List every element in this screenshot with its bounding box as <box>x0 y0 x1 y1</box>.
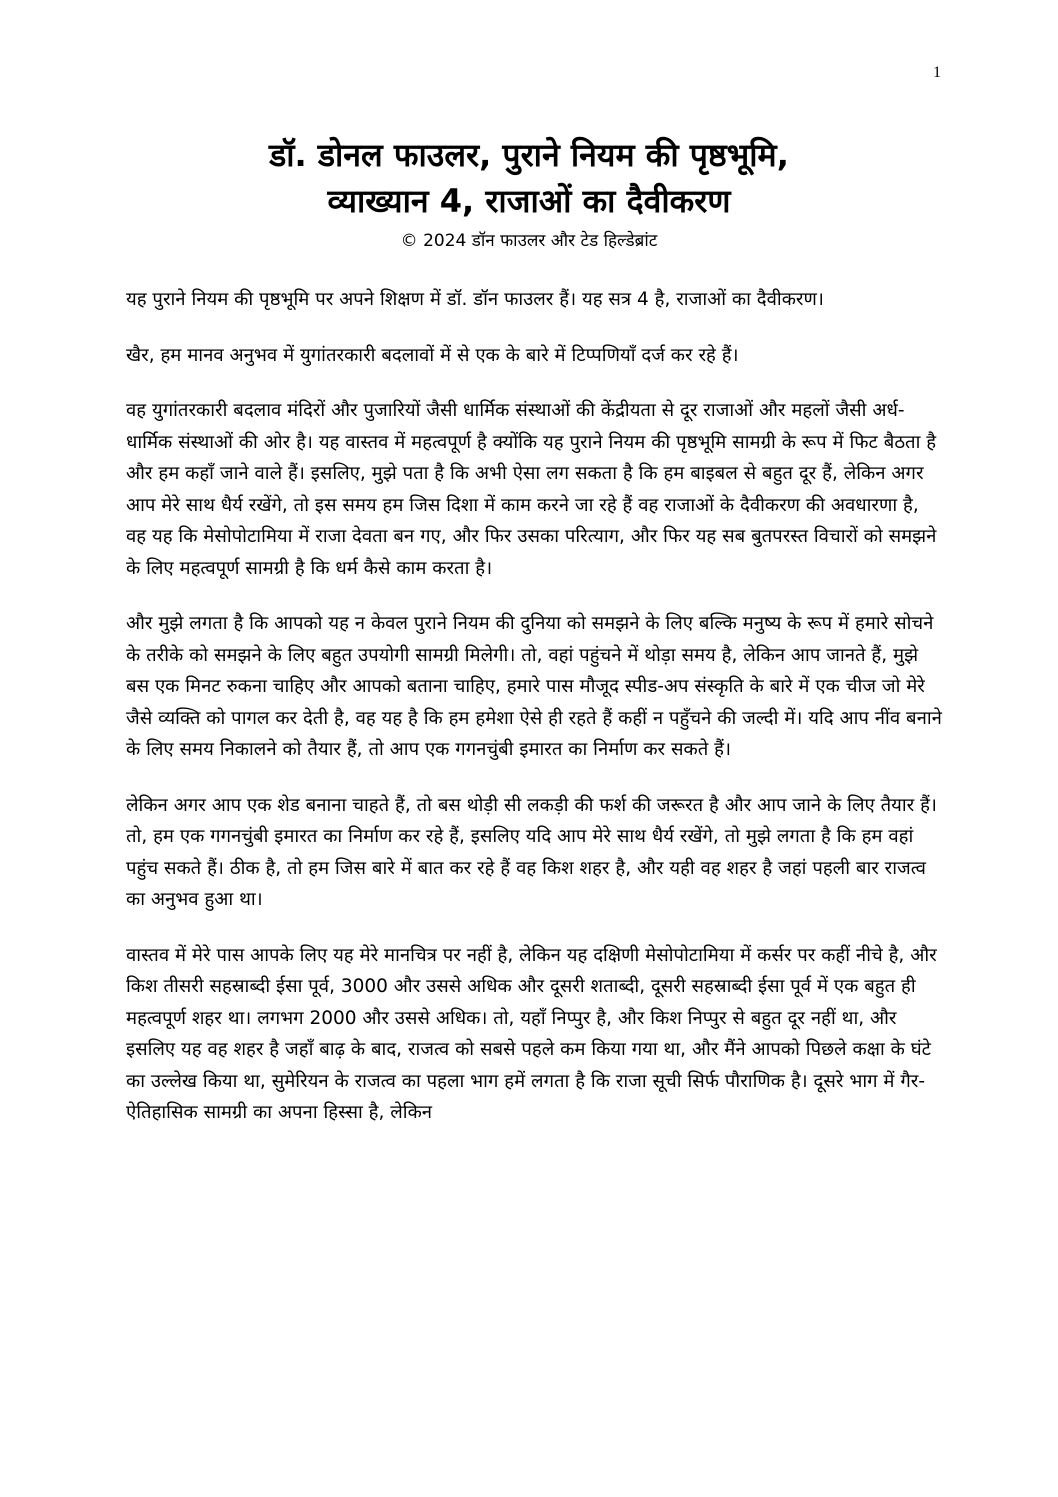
title-line-2: व्याख्यान 4, राजाओं का दैवीकरण <box>327 182 731 220</box>
paragraph-3: वह युगांतरकारी बदलाव मंदिरों और पुजारियों जैसी धार्मिक संस्थाओं की केंद्रीयता से दूर राजाओं और महलों जैसी अर्ध-धार्मिक संस्थाओं की ओर है। यह वास्तव में महत्वपूर्ण है क्योंकि यह पुराने नियम की पृष्ठभूमि सामग्री के रूप में फिट बैठता है और हम कहाँ जाने वाले हैं। इसलिए, मुझे पता है कि अभी ऐसा लग सकता है कि हम बाइबल से बहुत दूर हैं, लेकिन अगर आप मेरे साथ धैर्य रखेंगे, तो इस समय हम जिस दिशा में काम करने जा रहे हैं वह राजाओं के दैवीकरण की अवधारणा है, वह यह कि मेसोपोटामिया में राजा देवता बन गए, और फिर उसका परित्याग, और फिर यह सब बुतपरस्त विचारों को समझने के लिए महत्वपूर्ण सामग्री है कि धर्म कैसे काम करता है। <box>126 400 937 579</box>
paragraph-6: वास्तव में मेरे पास आपके लिए यह मेरे मानचित्र पर नहीं है, लेकिन यह दक्षिणी मेसोपोटामिया में कर्सर पर कहीं नीचे है, और किश तीसरी सहस्राब्दी ईसा पूर्व, 3000 और उससे अधिक और दूसरी शताब्दी, दूसरी सहस्राब्दी ईसा पूर्व में एक बहुत ही महत्वपूर्ण शहर था। लगभग 2000 और उससे अधिक। तो, यहाँ निप्पुर है, और किश निप्पुर से बहुत दूर नहीं था, और इसलिए यह वह शहर है जहाँ बाढ़ के बाद, राजत्व को सबसे पहले कम किया गया था, और मैंने आपको पिछले कक्षा के घंटे का उल्लेख किया था, सुमेरियन के राजत्व का पहला भाग हमें लगता है कि राजा सूची सिर्फ पौराणिक है। दूसरे भाग में गैर-ऐतिहासिक सामग्री का अपना हिस्सा है, लेकिन <box>126 944 937 1123</box>
copyright-line: © 2024 डॉन फाउलर और टेड हिल्डेब्रांट <box>400 231 658 251</box>
title-line-1: डॉ. डोनल फाउलर, पुराने नियम की पृष्ठभूमि, <box>269 136 789 174</box>
page-number: 1 <box>933 64 941 81</box>
document-body <box>126 284 944 1153</box>
paragraph-2: खैर, हम मानव अनुभव में युगांतरकारी बदलावों में से एक के बारे में टिप्पणियाँ दर्ज कर रहे हैं। <box>126 344 739 366</box>
paragraph-4: और मुझे लगता है कि आपको यह न केवल पुराने नियम की दुनिया को समझने के लिए बल्कि मनुष्य के रूप में हमारे सोचने के तरीके को समझने के लिए बहुत उपयोगी सामग्री मिलेगी। तो, वहां पहुंचने में थोड़ा समय है, लेकिन आप जानते हैं, मुझे बस एक मिनट रुकना चाहिए और आपको बताना चाहिए, हमारे पास मौजूद स्पीड-अप संस्कृति के बारे में एक चीज जो मेरे जैसे व्यक्ति को पागल कर देती है, वह यह है कि हम हमेशा ऐसे ही रहते हैं कहीं न पहुँचने की जल्दी में। यदि आप नींव बनाने के लिए समय निकालने को तैयार हैं, तो आप एक गगनचुंबी इमारत का निर्माण कर सकते हैं। <box>126 613 942 760</box>
paragraph-5: लेकिन अगर आप एक शेड बनाना चाहते हैं, तो बस थोड़ी सी लकड़ी की फर्श की जरूरत है और आप जाने के लिए तैयार हैं। तो, हम एक गगनचुंबी इमारत का निर्माण कर रहे हैं, इसलिए यदि आप मेरे साथ धैर्य रखेंगे, तो मुझे लगता है कि हम वहां पहुंच सकते हैं। ठीक है, तो हम जिस बारे में बात कर रहे हैं वह किश शहर है, और यही वह शहर है जहां पहली बार राजत्व का अनुभव हुआ था। <box>126 794 937 910</box>
document-title <box>110 132 948 224</box>
paragraph-1: यह पुराने नियम की पृष्ठभूमि पर अपने शिक्षण में डॉ. डॉन फाउलर हैं। यह सत्र 4 है, राजाओं का दैवीकरण। <box>126 289 824 310</box>
